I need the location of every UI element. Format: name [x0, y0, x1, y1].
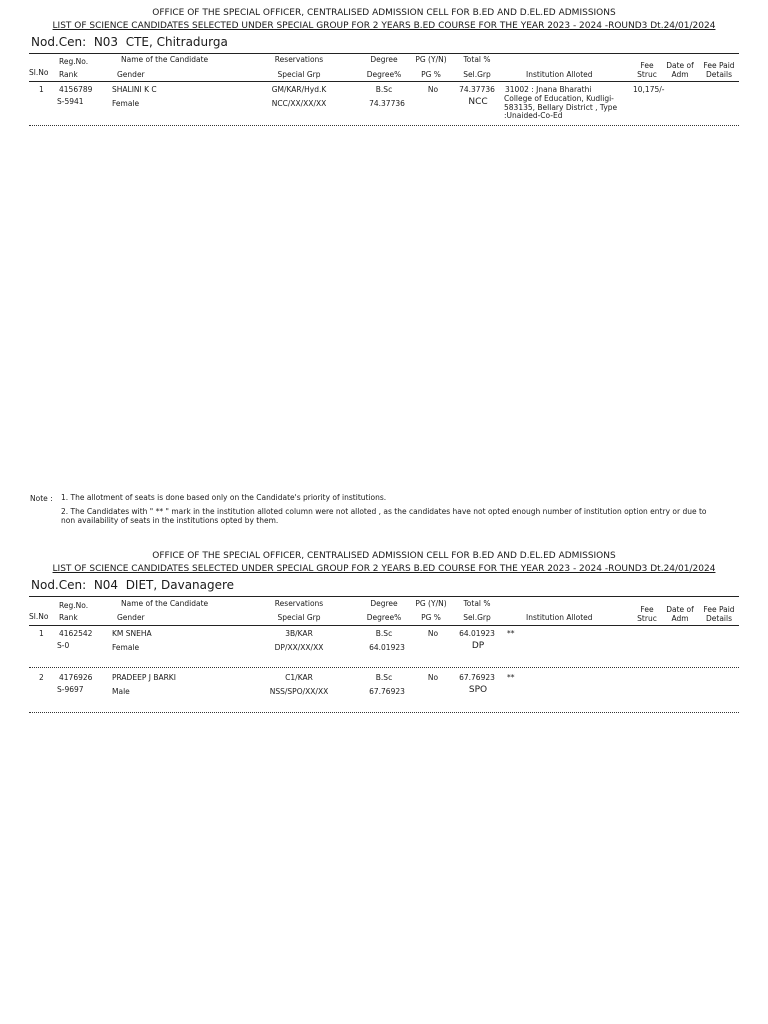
column-rule: [29, 625, 739, 626]
row-institution-2: College of Education, Kudligi-: [504, 94, 614, 103]
col-degree: Degree: [370, 55, 398, 64]
row-rank: S-0: [57, 641, 70, 650]
header-rule: [29, 596, 739, 597]
col-degree-pct: Degree%: [366, 70, 402, 79]
col-institution: Institution Alloted: [526, 613, 593, 622]
row-sel-grp: SPO: [468, 685, 488, 695]
col-feepaid-1: Fee Paid: [703, 605, 735, 614]
col-reservations: Reservations: [274, 599, 324, 608]
col-pg-yn: PG (Y/N): [415, 55, 447, 64]
col-sel-grp: Sel.Grp: [463, 613, 491, 622]
nodal-centre: [31, 578, 234, 592]
col-total-pct: Total %: [463, 55, 491, 64]
col-degree: Degree: [370, 599, 398, 608]
row-degree-pct: 67.76923: [369, 687, 405, 696]
col-doa-2: Adm: [671, 614, 689, 623]
col-slno: Sl.No: [29, 612, 49, 621]
row-total-pct: 74.37736: [459, 85, 495, 94]
row-degree-pct: 74.37736: [369, 99, 405, 108]
section-n04: [29, 551, 739, 721]
col-reg-no: Reg.No.: [59, 57, 89, 66]
col-doa-1: Date of: [666, 605, 694, 614]
col-doa-2: Adm: [671, 70, 689, 79]
list-title: LIST OF SCIENCE CANDIDATES SELECTED UNDER SPECIAL GROUP FOR 2 YEARS B.ED COURSE FOR THE YEAR 2023 - 2024 -ROUND3 Dt.24/01/2024: [52, 564, 716, 574]
row-slno: 2: [39, 673, 44, 682]
row-degree: B.Sc: [375, 629, 393, 638]
row-reservation: 3B/KAR: [285, 629, 313, 638]
nodal-value: N04 DIET, Davanagere: [93, 578, 235, 592]
row-divider: [29, 712, 739, 713]
header-rule: [29, 53, 739, 54]
note-line-3: non availability of seats in the institutions opted by them.: [61, 516, 279, 525]
row-reg: 4176926: [59, 673, 93, 682]
office-header: OFFICE OF THE SPECIAL OFFICER, CENTRALISED ADMISSION CELL FOR B.ED AND D.EL.ED ADMISSIONS: [152, 551, 616, 561]
col-fee-1: Fee: [640, 605, 654, 614]
note-label: Note :: [30, 494, 53, 503]
row-sel-grp: DP: [471, 641, 485, 651]
col-reg-no: Reg.No.: [59, 601, 89, 610]
row-name: KM SNEHA: [112, 629, 152, 638]
section-n03: [29, 8, 739, 128]
col-fee-2: Struc: [637, 70, 657, 79]
row-sel-grp: NCC: [468, 97, 488, 107]
col-sel-grp: Sel.Grp: [463, 70, 491, 79]
row-gender: Female: [112, 99, 140, 108]
col-pg-pct: PG %: [421, 613, 441, 622]
nodal-centre: [31, 35, 228, 49]
col-total-pct: Total %: [463, 599, 491, 608]
col-institution: Institution Alloted: [526, 70, 593, 79]
row-total-pct: 67.76923: [459, 673, 495, 682]
list-title: LIST OF SCIENCE CANDIDATES SELECTED UNDER SPECIAL GROUP FOR 2 YEARS B.ED COURSE FOR THE YEAR 2023 - 2024 -ROUND3 Dt.24/01/2024: [52, 21, 716, 31]
row-not-alloted-mark: **: [507, 629, 515, 638]
nodal-label: Nod.Cen:: [31, 35, 87, 49]
col-slno: Sl.No: [29, 68, 49, 77]
office-header: OFFICE OF THE SPECIAL OFFICER, CENTRALISED ADMISSION CELL FOR B.ED AND D.EL.ED ADMISSIONS: [152, 8, 616, 18]
col-fee-2: Struc: [637, 614, 657, 623]
col-fee-1: Fee: [640, 61, 654, 70]
row-degree: B.Sc: [375, 673, 393, 682]
note-line-2: 2. The Candidates with " ** " mark in the institution alloted column were not alloted , as the candidates have not opted enough number of institution option entry or due to: [61, 507, 707, 516]
row-gender: Female: [112, 643, 140, 652]
row-reg: 4156789: [59, 85, 93, 94]
row-rank: S-9697: [57, 685, 84, 694]
row-institution-1: 31002 : Jnana Bharathi: [505, 85, 592, 94]
row-divider: [29, 125, 739, 126]
row-pg: No: [427, 85, 439, 94]
row-degree: B.Sc: [375, 85, 393, 94]
col-special-grp: Special Grp: [277, 70, 321, 79]
row-degree-pct: 64.01923: [369, 643, 405, 652]
col-gender: Gender: [117, 613, 145, 622]
row-name: SHALINI K C: [112, 85, 157, 94]
row-pg: No: [427, 629, 439, 638]
col-name: Name of the Candidate: [121, 599, 209, 608]
nodal-label: Nod.Cen:: [31, 578, 87, 592]
row-pg: No: [427, 673, 439, 682]
col-doa-1: Date of: [666, 61, 694, 70]
row-special-grp: NSS/SPO/XX/XX: [269, 687, 329, 696]
row-fee: 10,175/-: [633, 85, 665, 94]
col-name: Name of the Candidate: [121, 55, 209, 64]
col-feepaid-1: Fee Paid: [703, 61, 735, 70]
row-special-grp: DP/XX/XX/XX: [274, 643, 324, 652]
col-rank: Rank: [59, 613, 78, 622]
col-degree-pct: Degree%: [366, 613, 402, 622]
row-divider: [29, 667, 739, 668]
nodal-value: N03 CTE, Chitradurga: [93, 35, 228, 49]
row-institution-detail: [504, 95, 629, 121]
row-not-alloted-mark: **: [507, 673, 515, 682]
col-gender: Gender: [117, 70, 145, 79]
row-slno: 1: [39, 85, 44, 94]
col-pg-yn: PG (Y/N): [415, 599, 447, 608]
col-feepaid-2: Details: [705, 614, 732, 623]
row-gender: Male: [112, 687, 130, 696]
note-line-1: 1. The allotment of seats is done based only on the Candidate's priority of institutions.: [61, 493, 387, 502]
row-institution-3: 583135, Bellary District , Type: [504, 102, 618, 112]
col-reservations: Reservations: [274, 55, 324, 64]
row-rank: S-5941: [57, 97, 84, 106]
row-slno: 1: [39, 629, 44, 638]
col-special-grp: Special Grp: [277, 613, 321, 622]
row-special-grp: NCC/XX/XX/XX: [271, 99, 327, 108]
row-reg: 4162542: [59, 629, 93, 638]
row-name: PRADEEP J BARKI: [112, 673, 176, 682]
row-reservation: C1/KAR: [285, 673, 313, 682]
row-institution-4: :Unaided-Co-Ed: [504, 111, 563, 120]
row-reservation: GM/KAR/Hyd.K: [271, 85, 327, 94]
row-total-pct: 64.01923: [459, 629, 495, 638]
col-feepaid-2: Details: [705, 70, 732, 79]
col-rank: Rank: [59, 70, 78, 79]
column-rule: [29, 81, 739, 82]
col-pg-pct: PG %: [421, 70, 441, 79]
